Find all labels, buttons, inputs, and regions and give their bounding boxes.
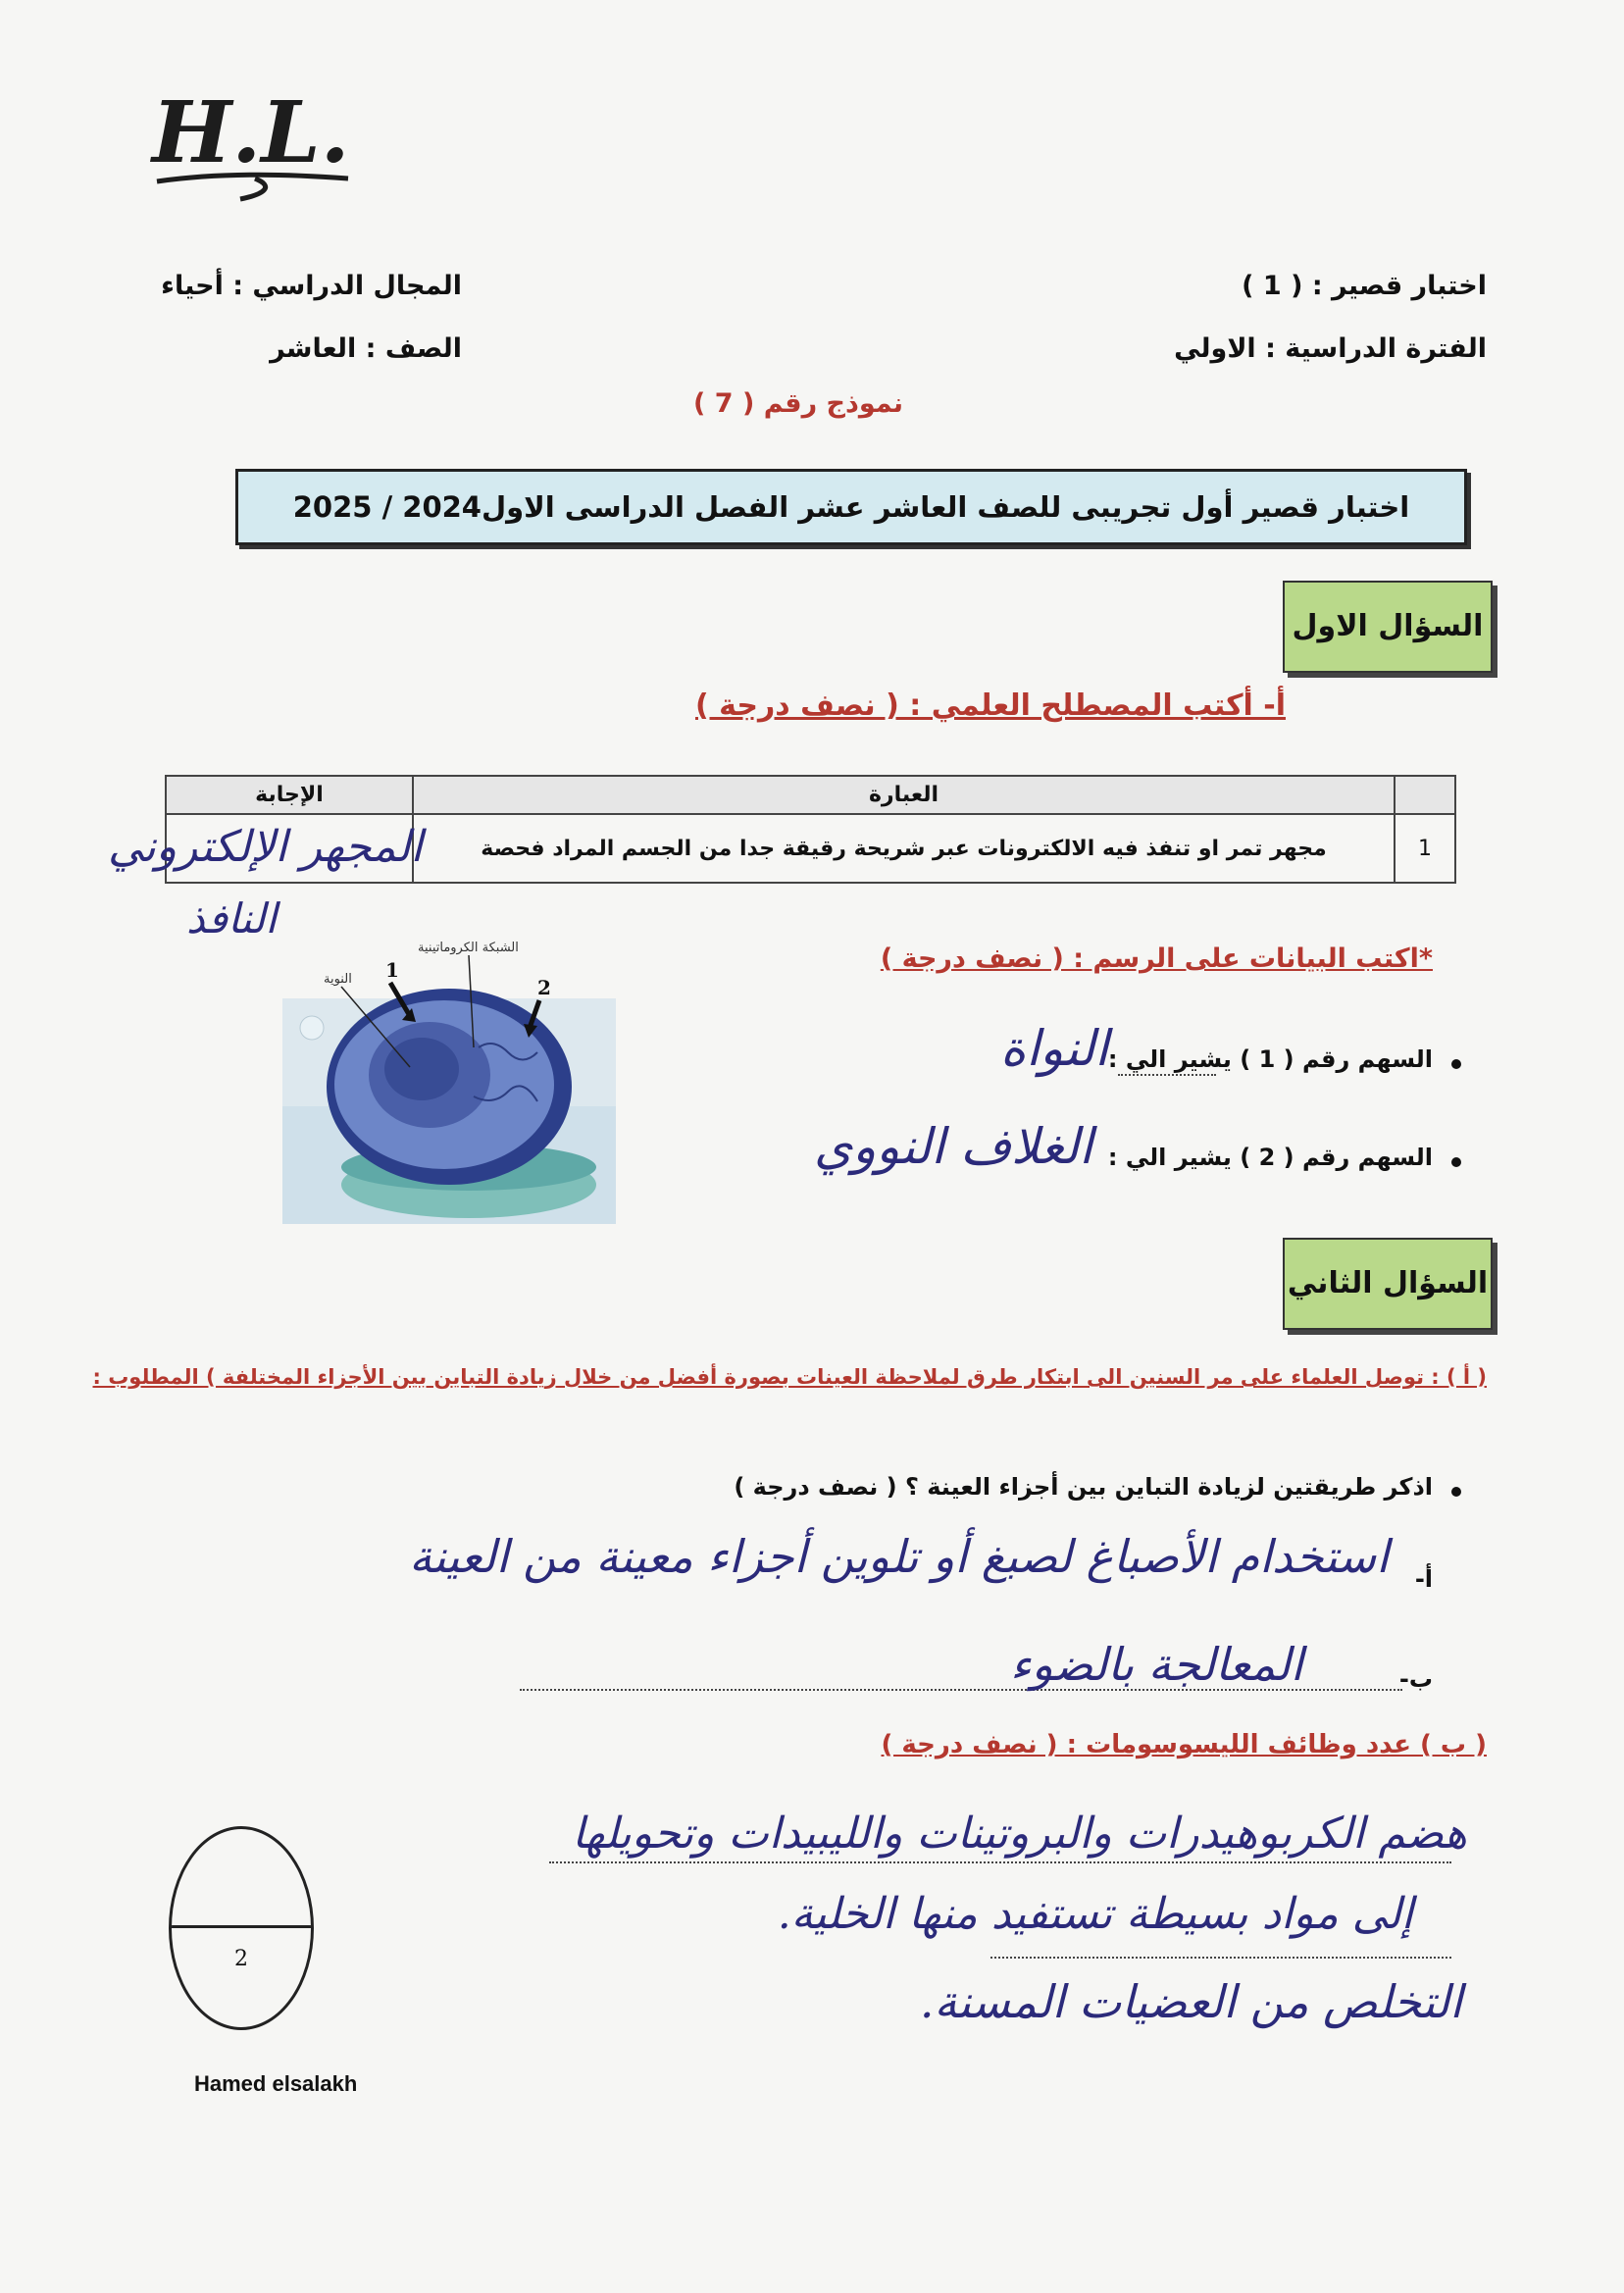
bullet-icon [1451,1059,1461,1069]
terms-table-header [166,776,1455,814]
score-max: 2 [234,1947,248,1971]
title-box [235,469,1467,545]
arrow2-answer: الغلاف النووي [814,1118,1093,1175]
lysosome-answer-line1: هضم الكربوهيدرات والبروتينات والليبيدات وتحويلها [572,1809,1467,1859]
item-a-label: أ- [1414,1565,1433,1593]
diagram-label: *اكتب البيانات على الرسم : ( نصف درجة ) [880,943,1433,974]
period-label: الفترة الدراسية : الاولي [1174,333,1487,364]
arrow1-prompt: السهم رقم ( 1 ) يشير الي : [1107,1045,1433,1073]
grade-label: الصف : العاشر [270,333,462,364]
lysosome-answer-line2: إلى مواد بسيطة تستفيد منها الخلية. [777,1889,1413,1939]
initials-underline [147,167,363,206]
arrow1-answer-line [1118,1074,1216,1076]
arrow-1-number: 1 [385,958,399,982]
q1-part-a-label: أ- أكتب المصطلح العلمي : ( نصف درجة ) [695,688,1286,723]
answer-handwriting-line2: النافذ [186,894,278,943]
bullet-icon [1451,1157,1461,1167]
item-a-answer: استخدام الأصباغ لصبغ أو تلوين أجزاء معينة من العينة [409,1530,1389,1583]
handwritten-initials: H.L. [152,83,350,182]
item-b-label: ب- [1398,1665,1433,1693]
lysosome-answer-line3: التخلص من العضيات المسنة. [919,1975,1462,2028]
arrow2-prompt: السهم رقم ( 2 ) يشير الي : [1107,1144,1433,1171]
subject-label: المجال الدراسي : أحياء [161,271,462,301]
arrow1-answer: النواة [1000,1020,1109,1077]
page-title: اختبار قصير أول تجريبى للصف العاشر عشر الفصل الدراسى الاول2024 / 2025 [292,490,1410,524]
question-2-heading: السؤال الثاني [1283,1238,1493,1330]
q2-part-a-text: ( أ ) : توصل العلماء على مر السنين الى ابتكار طرق لملاحظة العينات بصورة أفضل من خلال زيادة التباين بين الأجزاء المختلفة ) المطلوب : [92,1365,1487,1389]
label-chromatin: الشبكة الكروماتينية [418,941,519,955]
row-statement: مجهر تمر او تنفذ فيه الالكترونات عبر شريحة رقيقة جدا من الجسم المراد فحصة [413,814,1395,883]
item-b-answer: المعالجة بالضوء [1010,1638,1303,1691]
author-name: Hamed elsalakh [194,2071,358,2096]
q2-part-b-label: ( ب ) عدد وظائف الليسوسومات : ( نصف درجة ) [881,1730,1487,1759]
arrow-2-number: 2 [537,976,551,999]
number-column-header [1395,776,1455,814]
lysosome-dotted-line-2 [990,1957,1451,1959]
q2-bullet-prompt: اذكر طريقتين لزيادة التباين بين أجزاء العينة ؟ ( نصف درجة ) [734,1473,1433,1501]
answer-column-header: الإجابة [166,776,413,814]
score-oval [169,1826,314,2030]
answer-handwriting-line1: المجهر الإلكتروني [108,822,423,872]
quiz-label: اختبار قصير : ( 1 ) [1242,271,1487,301]
score-divider [172,1925,311,1928]
statement-column-header: العبارة [413,776,1395,814]
lysosome-dotted-line-1 [549,1861,1451,1863]
question-1-heading: السؤال الاول [1283,581,1493,673]
label-nucleolus: النوية [324,972,352,987]
row-number: 1 [1395,814,1455,883]
nucleus-illustration [282,940,616,1224]
bullet-icon [1451,1487,1461,1497]
model-label: نموذج رقم ( 7 ) [693,388,903,419]
